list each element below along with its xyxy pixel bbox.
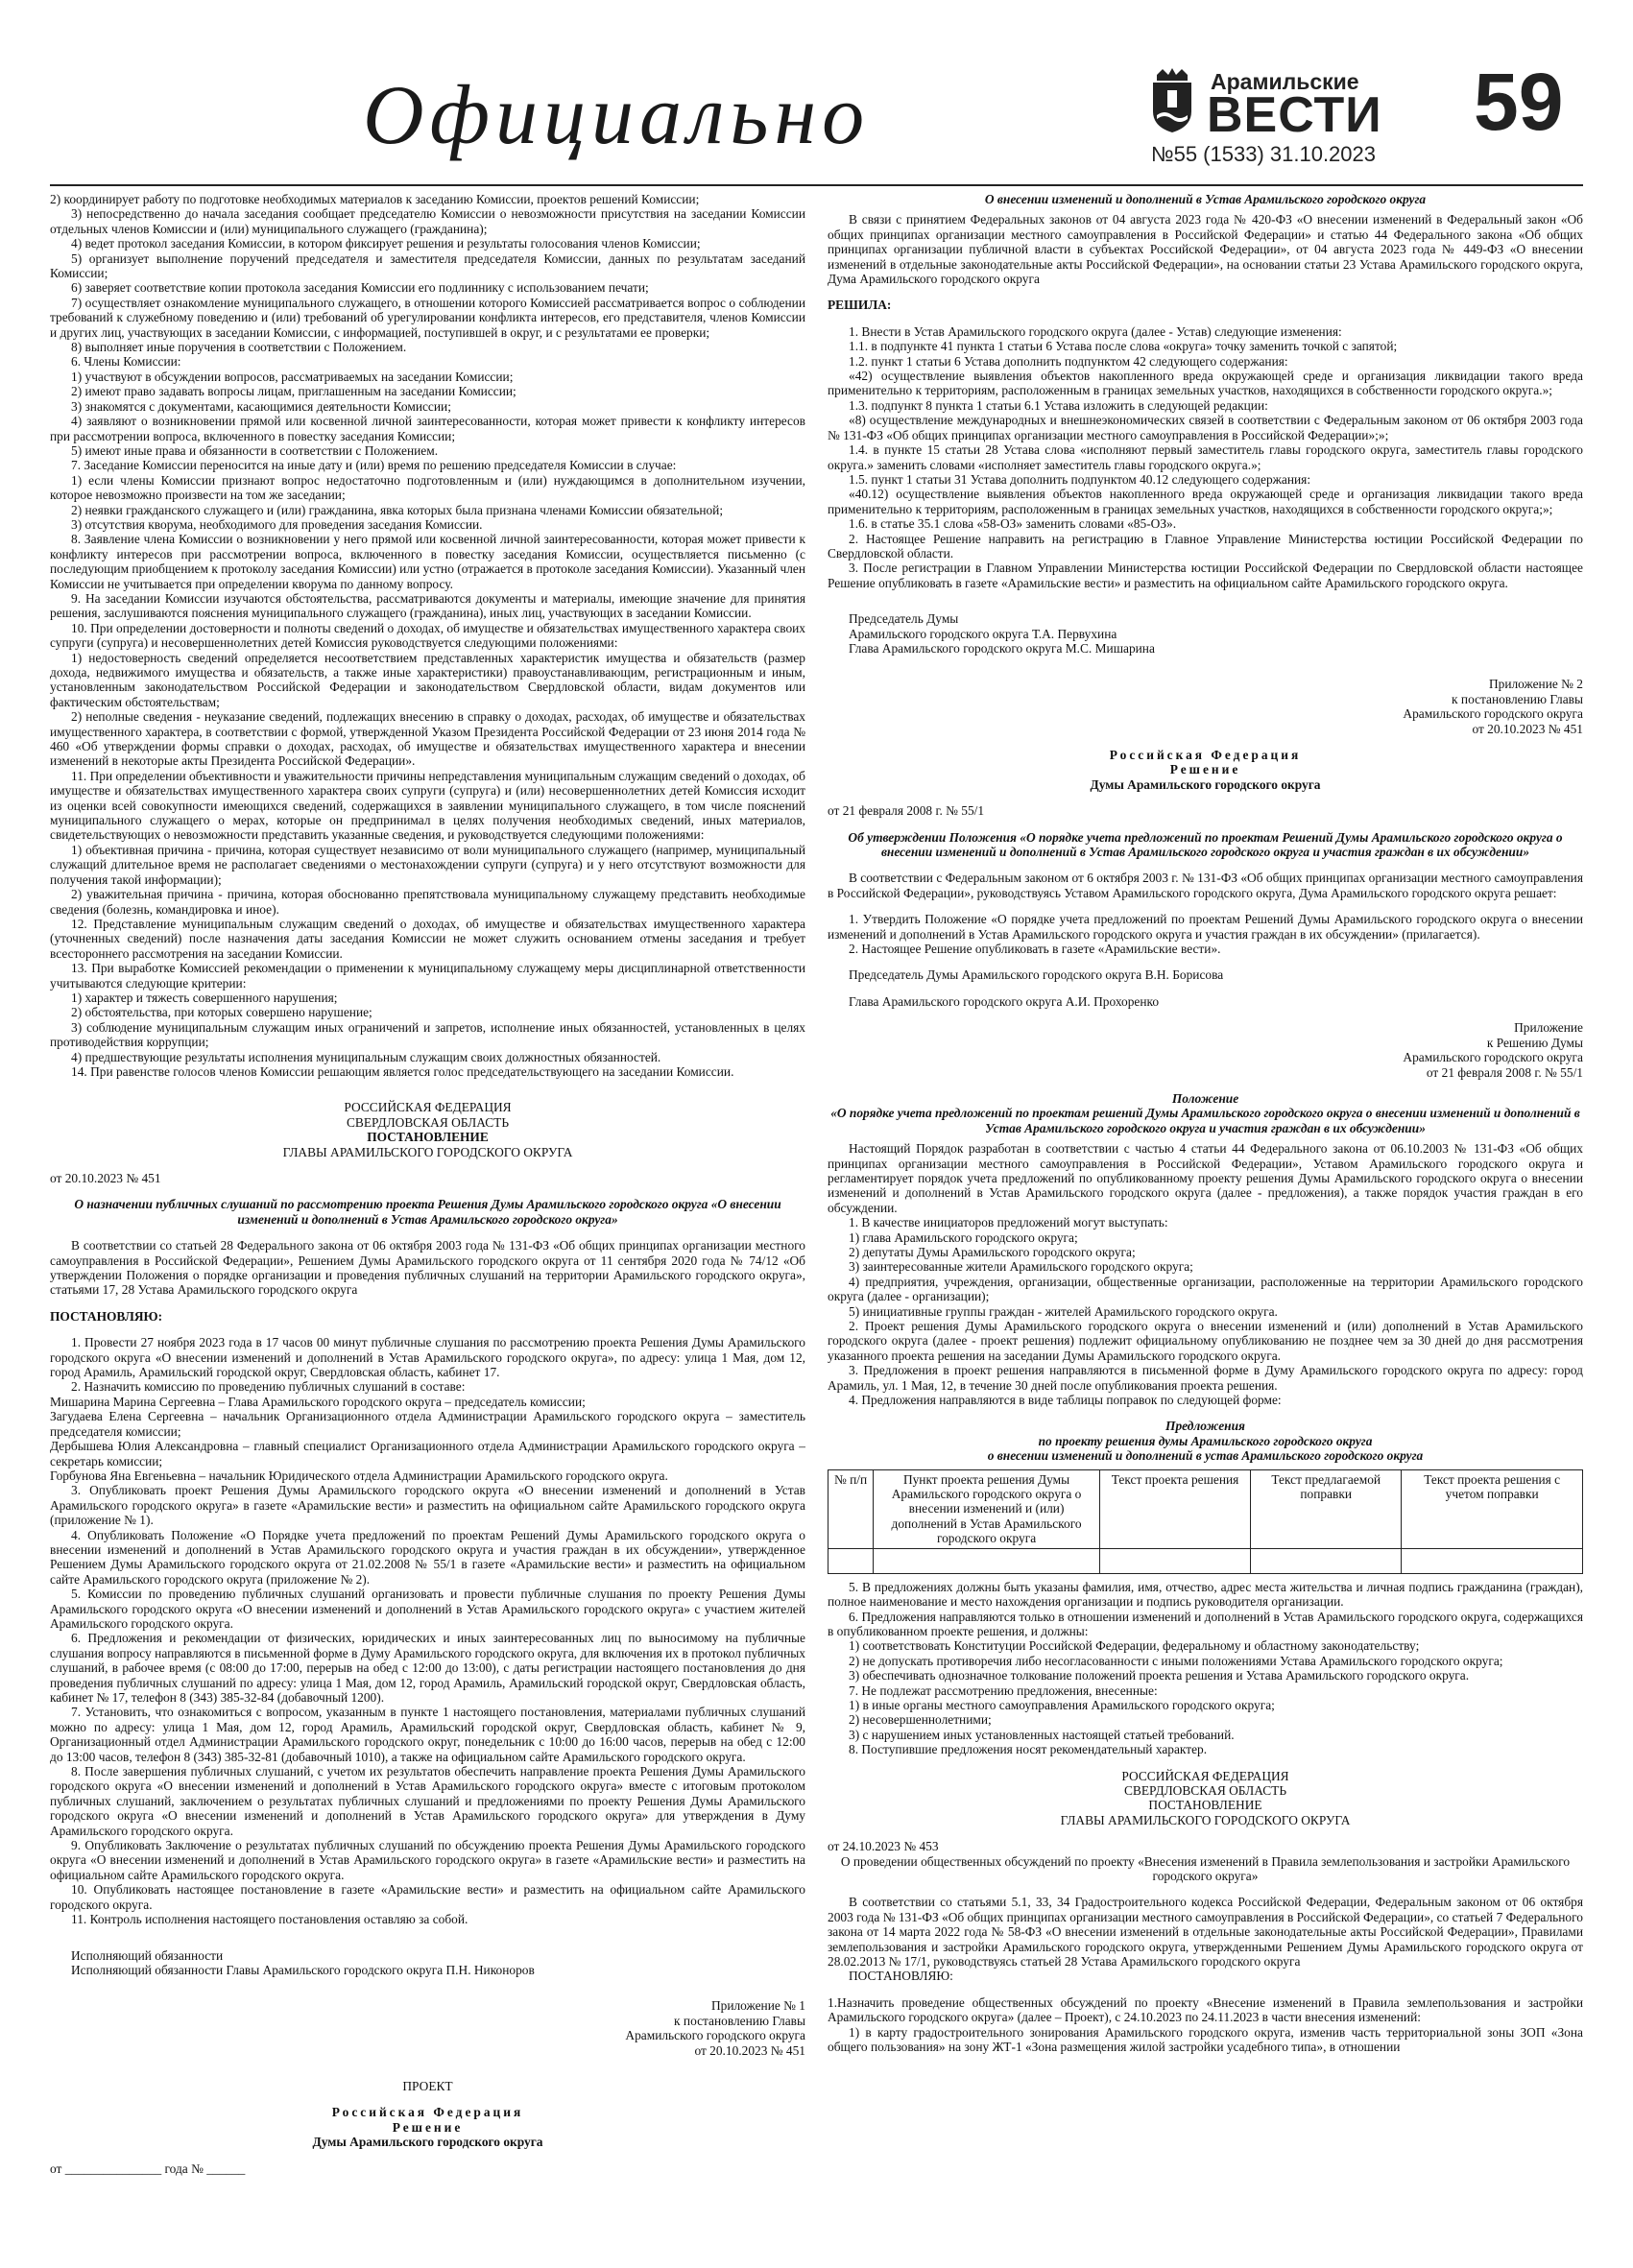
paragraph: 5) организует выполнение поручений председателя и заместителя председателя Комиссии, данных по результатам заседаний Комиссии; <box>50 251 805 281</box>
table-header: Пункт проекта решения Думы Арамильского городского округа о внесении изменений и (или) дополнений в Устав Арамильского городского округа <box>874 1469 1100 1548</box>
newspaper-logo <box>1151 67 1381 142</box>
table-header: Текст проекта решения с учетом поправки <box>1402 1469 1583 1548</box>
appendix-label: от 21 февраля 2008 г. № 55/1 <box>1426 1064 1583 1080</box>
left-column <box>50 192 805 2246</box>
paragraph: 1. Внести в Устав Арамильского городского округа (далее - Устав) следующие изменения: <box>849 323 1342 339</box>
paragraph: Загудаева Елена Сергеевна – начальник Организационного отдела Администрации Арамильского городского округа – заместитель председателя комиссии; <box>50 1409 805 1439</box>
paragraph: 2) имеют право задавать вопросы лицам, приглашенным на заседании Комиссии; <box>71 384 516 399</box>
paragraph: 13. При выработке Комиссией рекомендации о применении к муниципальному служащему меры дисциплинарной ответственности учитываются следующие критерии: <box>50 961 805 991</box>
paragraph: 8. Заявление члена Комиссии о возникновении у него прямой или косвенной личной заинтересованности, которая может привести к конфликту интересов при рассмотрении вопроса, включенного в повестку заседания Комиссии, осуществляется письменно (с последующим приобщением к протоколу заседания Комиссии) или устно (отражается в протоколе заседания Комиссии). Указанный член Комиссии не учитывается при определении кворума по данному вопросу. <box>50 532 805 591</box>
paragraph: 1. В качестве инициаторов предложений могут выступать: <box>849 1215 1168 1230</box>
paragraph: 1.4. в пункте 15 статьи 28 Устава слова «исполняют первый заместитель главы городского округа, заместитель главы городского округа.» заменить словами «исполняет заместитель главы городского округа.»; <box>828 442 1583 472</box>
paragraph: 6. Члены Комиссии: <box>71 354 181 370</box>
heading-doc-type: ПОСТАНОВЛЕНИЕ <box>1148 1798 1262 1813</box>
regulation-heading: Положение <box>1171 1090 1239 1106</box>
paragraph: 2) несовершеннолетними; <box>849 1712 992 1728</box>
paragraph: 3) знакомятся с документами, касающимися деятельности Комиссии; <box>71 398 451 414</box>
header-rule <box>50 184 1583 186</box>
paragraph: 2) уважительная причина - причина, которая обоснованно препятствовала муниципальному служащему представить необходимые сведения (болезнь, командировка и иное). <box>50 887 805 917</box>
masthead <box>0 0 1633 188</box>
paragraph: 7) осуществляет ознакомление муниципального служащего, в отношении которого Комиссией рассматривается вопрос о соблюдении требований к служебному поведению и (или) требований об урегулировании конфликта интересов, его представителя, членов Комиссии и других лиц, участвующих в заседании Комиссии, с информацией, поступившей в округ, и с результатами ее проверки; <box>50 295 805 340</box>
appendix-label: к Решению Думы <box>1486 1035 1583 1050</box>
paragraph: 1.2. пункт 1 статьи 6 Устава дополнить подпунктом 42 следующего содержания: <box>849 353 1288 369</box>
paragraph: 3) обеспечивать однозначное толкование положений проекта решения и Устава Арамильского городского округа. <box>849 1668 1470 1683</box>
paragraph: 1) недостоверность сведений определяется несоответствием представленных характеристик имущества и обязательств (размер дохода, недвижимого имущества и обязательств, а также иные характеристики) правоустанавливающим, регистрационным и иным, установленным законодательством Российской Федерации и законодательством Свердловской области, видам документов или фактическим обстоятельствам; <box>50 650 805 709</box>
table-cell <box>829 1548 874 1573</box>
paragraph: 1) объективная причина - причина, которая существует независимо от воли муниципального служащего (например, муниципальный служащий длительное время не располагает сведениями о местонахождении супруги (супруга) и у него отсутствуют возможности для получения такой информации); <box>50 842 805 887</box>
heading-region: СВЕРДЛОВСКАЯ ОБЛАСТЬ <box>346 1114 510 1130</box>
paragraph: 4. Предложения направляются в виде таблицы поправок по следующей форме: <box>849 1393 1282 1408</box>
paragraph: «42) осуществление выявления объектов накопленного вреда окружающей среде и организация ликвидации такого вреда применительно к территориям, расположенным в границах земельных участков, находящихся в собственности городского округа.»; <box>828 369 1583 398</box>
paragraph: 7. Установить, что ознакомиться с вопросом, указанным в пункте 1 настоящего постановления, материалами публичных слушаний можно по адресу: улица 1 Мая, дом 12, город Арамиль, Арамильский городской округ, Свердловская область, кабинет № 9, Организационный отдел Администрации Арамильского городского округ, понедельник с 10:00 до 16:00 часов, перерыв на обед с 12:00 до 13:00 часов, телефон 8 (343) 385-32-81 (добавочный 1010), а также на официальном сайте Арамильского городского округа. <box>50 1705 805 1764</box>
heading-rf: Российская Федерация <box>331 2105 524 2120</box>
table-header-row <box>829 1469 1583 1548</box>
signature: Исполняющий обязанности <box>71 1947 224 1963</box>
doc-intro: В соответствии с Федеральным законом от 6 октября 2003 г. № 131-ФЗ «Об общих принципах организации местного самоуправления в Российской Федерации», руководствуясь Уставом Арамильского городского округа, Дума Арамильского городского округа решает: <box>828 871 1583 900</box>
paragraph: 5) имеют иные права и обязанности в соответствии с Положением. <box>71 442 439 458</box>
paragraph: 4. Опубликовать Положение «О Порядке учета предложений по проектам Решений Думы Арамильского городского округа о внесении изменений и дополнений в Устав Арамильского городского округа и участия граждан в их обсуждении», утвержденное Решением Думы Арамильского городского округа от 21.02.2008 № 55/1 в газете «Арамильские вести» и разместить на официальном сайте Арамильского городского округа (приложение № 2). <box>50 1527 805 1587</box>
paragraph: 1.1. в подпункте 41 пункта 1 статьи 6 Устава после слова «округа» точку заменить точкой с запятой; <box>849 339 1398 354</box>
heading-decision: Решение <box>392 2119 464 2135</box>
table-header: Текст проекта решения <box>1099 1469 1250 1548</box>
appendix-label: к постановлению Главы <box>1452 691 1583 706</box>
paragraph: Горбунова Яна Евгеньевна – начальник Юридического отдела Администрации Арамильского городского округа. <box>50 1468 668 1483</box>
paragraph: 2) депутаты Думы Арамильского городского округа; <box>849 1244 1136 1259</box>
paragraph: 3) с нарушением иных установленных настоящей статьей требований. <box>849 1727 1235 1742</box>
resolve-label: ПОСТАНОВЛЯЮ: <box>849 1969 953 1984</box>
doc-title: О внесении изменений и дополнений в Устав Арамильского городского округа <box>984 192 1427 206</box>
paragraph: 7. Не подлежат рассмотрению предложения, внесенные: <box>849 1683 1158 1698</box>
paragraph: 9. Опубликовать Заключение о результатах публичных слушаний по обсуждению проекта Решения Думы Арамильского городского округа «О внесении изменений и дополнений в Устав Арамильского городского округа» в газете «Арамильские вести» и разместить на официальном сайте Арамильского городского округа. <box>50 1838 805 1882</box>
table-cell <box>874 1548 1100 1573</box>
resolve-label: ПОСТАНОВЛЯЮ: <box>50 1308 163 1324</box>
paragraph: 1.6. в статье 35.1 слова «58-ОЗ» заменить словами «85-ОЗ». <box>849 516 1177 532</box>
table-title: по проекту решения думы Арамильского городского округа <box>1038 1433 1373 1448</box>
paragraph: 14. При равенстве голосов членов Комиссии решающим является голос председательствующего на заседании Комиссии. <box>71 1063 734 1079</box>
table-title: о внесении изменений и дополнений в устав Арамильского городского округа <box>987 1448 1424 1464</box>
signature: Глава Арамильского городского округа А.И. Прохоренко <box>849 993 1160 1009</box>
paragraph: 3. Предложения в проект решения направляются в письменной форме в Думу Арамильского городского округа по адресу: город Арамиль, ул. 1 Мая, 12, в течение 30 дней после опубликования проекта решения. <box>828 1363 1583 1393</box>
table-header: № п/п <box>829 1469 874 1548</box>
paragraph: 3. После регистрации в Главном Управлении Министерства юстиции Российской Федерации по Свердловской области настоящее Решение опубликовать в газете «Арамильские вести» и разместить на официальном сайте Арамильского городского округа. <box>828 561 1583 590</box>
paragraph: 2) неявки гражданского служащего и (или) гражданина, явка которых была признана членами Комиссии обязательной; <box>71 502 724 517</box>
doc-date: от 20.10.2023 № 451 <box>50 1171 161 1185</box>
paragraph: 1) если члены Комиссии признают вопрос недостаточно подготовленным и (или) нуждающимся в дополнительном изучении, которое невозможно произвести на том же заседании; <box>50 472 805 503</box>
paragraph: 2. Настоящее Решение направить на регистрацию в Главное Управление Министерства юстиции Российской Федерации по Свердловской области. <box>828 531 1583 561</box>
paragraph: 4) предшествующие результаты исполнения муниципальным служащим своих должностных обязанностей. <box>71 1049 661 1064</box>
table-cell <box>1402 1548 1583 1573</box>
appendix-label: Приложение № 2 <box>1488 677 1583 692</box>
paragraph: 7. Заседание Комиссии переносится на иные дату и (или) время по решению председателя Комиссии в случае: <box>71 458 677 473</box>
paragraph: 2) обстоятельства, при которых совершено нарушение; <box>71 1005 372 1020</box>
heading-doc-type: ПОСТАНОВЛЕНИЕ <box>367 1130 489 1145</box>
doc-date: от _______________ года № ______ <box>50 2161 246 2176</box>
signature: Глава Арамильского городского округа М.С. Мишарина <box>849 640 1155 656</box>
paragraph: 8. Поступившие предложения носят рекомендательный характер. <box>849 1742 1208 1757</box>
signature: Арамильского городского округа Т.А. Первухина <box>849 626 1117 641</box>
appendix-label: от 20.10.2023 № 451 <box>694 2042 805 2058</box>
resolve-label: РЕШИЛА: <box>828 298 892 313</box>
heading-duma: Думы Арамильского городского округа <box>1090 776 1321 792</box>
table-row <box>829 1548 1583 1573</box>
heading-rf: Российская Федерация <box>1109 748 1302 762</box>
heading-rf: РОССИЙСКАЯ ФЕДЕРАЦИЯ <box>344 1100 512 1115</box>
paragraph: 8) выполняет иные поручения в соответствии с Положением. <box>71 340 407 355</box>
paragraph: Настоящий Порядок разработан в соответствии с частью 4 статьи 44 Федерального закона от 06.10.2003 № 131-ФЗ «Об общих принципах организации местного самоуправления в Российской Федерации», Уставом Арамильского городского округа и регламентирует порядок учета предложений по опубликованному проекту решения Думы Арамильского городского округа о внесении изменений и дополнений в Устав Арамильского городского округа (далее - предложения), а также порядок участия граждан в его обсуждении. <box>828 1141 1583 1215</box>
paragraph: «8) осуществление международных и внешнеэкономических связей в соответствии с Федеральным законом от 06 октября 2003 года № 131-ФЗ «Об общих принципах организации местного самоуправления в Российской Федерации»;»; <box>828 413 1583 442</box>
doc-intro: В связи с принятием Федеральных законов от 04 августа 2023 года № 420-ФЗ «О внесении изменений в Федеральный закон «Об общих принципах организации местного самоуправления в Российской Федерации» и статью 44 Федерального закона «Об общих принципах организации публичной власти в субъектах Российской Федерации», от 04 августа 2023 года № 449-ФЗ «О внесении изменений в отдельные законодательные акты Российской Федерации», на основании статьи 23 Устава Арамильского городского округа, Дума Арамильского городского округа <box>828 212 1583 287</box>
heading-region: СВЕРДЛОВСКАЯ ОБЛАСТЬ <box>1123 1782 1287 1798</box>
paragraph: 3) соблюдение муниципальным служащим иных ограничений и запретов, исполнение иных обязанностей, установленных в целях противодействия коррупции; <box>50 1019 805 1050</box>
signature: Председатель Думы <box>849 611 959 627</box>
doc-intro: В соответствии со статьей 28 Федерального закона от 06 октября 2003 года № 131-ФЗ «Об общих принципах организации местного самоуправления в Российской Федерации», Решением Думы Арамильского городского округа от 11 сентября 2020 года № 74/12 «Об утверждении Положения о порядке организации и проведения публичных слушаний на территории Арамильского городского округа», статьями 17, 28 Устава Арамильского городского округа <box>50 1238 805 1298</box>
appendix-label: Арамильского городского округа <box>625 2028 805 2043</box>
paragraph: 1.Назначить проведение общественных обсуждений по проекту «Внесение изменений в Правила землепользования и застройки Арамильского городского округа» (далее – Проект), с 24.10.2023 по 24.11.2023 в части внесения изменений: <box>828 1994 1583 2025</box>
regulation-title: «О порядке учета предложений по проектам решений Думы Арамильского городского округа о внесении изменений и дополнений в Устав Арамильского городского округа и участия граждан в их обсуждении» <box>830 1106 1580 1135</box>
section-title: Официально <box>363 69 871 162</box>
appendix-label: Приложение № 1 <box>710 1998 805 2014</box>
heading-duma: Думы Арамильского городского округа <box>312 2135 543 2150</box>
paragraph: 10. При определении достоверности и полноты сведений о доходах, об имуществе и обязательствах имущественного характера своих супруги (супруга) и несовершеннолетних детей Комиссия руководствуется следующими положениями: <box>50 620 805 651</box>
paragraph: «40.12) осуществление выявления объектов накопленного вреда окружающей среде и организация ликвидации такого вреда применительно к территориям, расположенным в границах земельных участков, находящихся в собственности городского округа;»; <box>828 487 1583 516</box>
doc-intro: В соответствии со статьями 5.1, 33, 34 Градостроительного кодекса Российской Федерации, Федеральным законом от 06 октября 2003 года № 131-ФЗ «Об общих принципах организации местного самоуправления в Российской Федерации», со статьей 7 Федерального закона от 14 марта 2022 года № 58-ФЗ «О внесении изменений в отдельные законодательные акты Российской Федерации», Правилами землепользования и застройки Арамильского городского округа, утвержденными Решением Думы Арамильского городского округа от 28.02.2013 № 17/1, руководствуясь статьей 28 Устава Арамильского городского округа <box>828 1895 1583 1970</box>
paragraph: 4) заявляют о возникновении прямой или косвенной личной заинтересованности, которая может привести к конфликту интересов при рассмотрении вопроса, включенного в повестку заседания Комиссии; <box>50 414 805 443</box>
right-column <box>828 192 1583 2246</box>
signature: Исполняющий обязанности Главы Арамильского городского округа П.Н. Никоноров <box>71 1962 535 1977</box>
paragraph: 3) заинтересованные жители Арамильского городского округа; <box>849 1259 1193 1275</box>
paragraph: 6. Предложения направляются только в отношении изменений и дополнений в Устав Арамильского городского округа, содержащихся в опубликованном проекте решения, и должны: <box>828 1609 1583 1638</box>
table-header: Текст предлагаемой поправки <box>1251 1469 1402 1548</box>
signature: Председатель Думы Арамильского городского округа В.Н. Борисова <box>849 967 1224 983</box>
coat-of-arms-icon <box>1151 67 1193 134</box>
paragraph: 1. Провести 27 ноября 2023 года в 17 часов 00 минут публичные слушания по рассмотрению проекта Решения Думы Арамильского городского округа «О внесении изменений и дополнений в Устав Арамильского городского округа», по адресу: улица 1 Мая, дом 12, город Арамиль, Арамильский городской округ, Свердловская область, кабинет 17. <box>50 1335 805 1380</box>
paragraph: 10. Опубликовать настоящее постановление в газете «Арамильские вести» и разместить на официальном сайте Арамильского городского округа. <box>50 1882 805 1912</box>
paragraph: 12. Представление муниципальным служащим сведений о доходах, об имуществе и обязательствах имущественного характера (уточненных сведений) после назначения даты заседания Комиссии не может служить основанием отмены заседания и требует всестороннего рассмотрения на заседании Комиссии. <box>50 916 805 961</box>
paragraph: 1.3. подпункт 8 пункта 1 статьи 6.1 Устава изложить в следующей редакции: <box>849 397 1268 413</box>
paragraph: 11. При определении объективности и уважительности причины непредставления муниципальным служащим сведений о доходах, об имуществе и обязательствах имущественного характера своих супруги (супруга) и (или) несовершеннолетних детей Комиссия исходит из оценки всей совокупности имеющихся сведений, содержащихся в заявлении муниципального служащего, в том числе пояснений муниципального служащего о мерах, которые он предпринимал в целях получения необходимых сведений, иных материалов, свидетельствующих о невозможности представить указанные сведения, и руководствуется следующими положениями: <box>50 768 805 843</box>
doc-date: от 21 февраля 2008 г. № 55/1 <box>828 803 985 819</box>
table-cell <box>1099 1548 1250 1573</box>
paragraph: 8. После завершения публичных слушаний, с учетом их результатов обеспечить направление проекта Решения Думы Арамильского городского округа «О внесении изменений и дополнений в Устав Арамильского городского округа» вместе с итоговым протоколом публичных слушаний, заключением о результатах публичных слушаний и предложениями по проекту Решения Думы Арамильского городского округа «О внесении изменений и дополнений в Устав Арамильского городского округа» для утверждения в Думу Арамильского городского округа. <box>50 1764 805 1838</box>
heading-decision: Решение <box>1169 762 1241 777</box>
paragraph: 3) непосредственно до начала заседания сообщает председателю Комиссии о невозможности присутствия на заседании Комиссии отдельных членов Комиссии и (или) муниципального служащего (гражданина); <box>50 206 805 236</box>
paragraph: 6) заверяет соответствие копии протокола заседания Комиссии его подлиннику с использованием печати; <box>71 280 649 296</box>
paragraph: 4) предприятия, учреждения, организации, общественные организации, расположенные на территории Арамильского городского округа (далее - организации); <box>828 1274 1583 1304</box>
paragraph: Дербышева Юлия Александровна – главный специалист Организационного отдела Администрации Арамильского городского округа – секретарь комиссии; <box>50 1439 805 1468</box>
issue-number: №55 (1533) 31.10.2023 <box>1151 142 1376 166</box>
paragraph: 11. Контроль исполнения настоящего постановления оставляю за собой. <box>71 1912 468 1927</box>
paragraph: 2) координирует работу по подготовке необходимых материалов к заседанию Комиссии, проектов решений Комиссии; <box>50 192 700 206</box>
paragraph: 1) в иные органы местного самоуправления Арамильского городского округа; <box>849 1697 1275 1712</box>
paragraph: 1) глава Арамильского городского округа; <box>849 1229 1078 1245</box>
doc-title: Об утверждении Положения «О порядке учета предложений по проектам Решений Думы Арамильского городского округа о внесении изменений и дополнений в Устав Арамильского городского округа и участия граждан в их обсуждении» <box>848 829 1563 860</box>
appendix-label: от 20.10.2023 № 451 <box>1472 721 1583 736</box>
paragraph: 2) не допускать противоречия либо несогласованности с иными положениями Устава Арамильского городского округа; <box>849 1653 1503 1668</box>
table-title: Предложения <box>1165 1419 1245 1434</box>
page-number: 59 <box>1474 57 1564 147</box>
amendments-table <box>828 1469 1583 1574</box>
paragraph: 5. В предложениях должны быть указаны фамилия, имя, отчество, адрес места жительства и личная подпись гражданина (граждан), полное наименование и место нахождения организации и подпись руководителя организации. <box>828 1579 1583 1610</box>
paragraph: 1) в карту градостроительного зонирования Арамильского городского округа, изменив часть территориальной зоны ЗОП «Зона общего пользования» на зону ЖТ-1 «Зона размещения жилой застройки усадебного типа», в отношении <box>828 2024 1583 2055</box>
paragraph: 9. На заседании Комиссии изучаются обстоятельства, рассматриваются документы и материалы, имеющие значение для принятия решения, заслушиваются пояснения муниципального служащего (гражданина), иных лиц, участвующих в заседании Комиссии. <box>50 590 805 621</box>
paragraph: 1. Утвердить Положение «О порядке учета предложений по проектам Решений Думы Арамильского городского округа о внесении изменений и дополнений в Устав Арамильского городского округа и участия граждан в их обсуждении» (прилагается). <box>828 912 1583 942</box>
project-label: ПРОЕКТ <box>402 2078 453 2093</box>
appendix-label: Приложение <box>1514 1020 1583 1036</box>
paragraph: 1.5. пункт 1 статьи 31 Устава дополнить подпунктом 40.12 следующего содержания: <box>849 471 1311 487</box>
paragraph: 3. Опубликовать проект Решения Думы Арамильского городского округа «О внесении изменений и дополнений в Устав Арамильского городского округа» в газете «Арамильские вести» и разместить на официальном сайте Арамильского городского округа (приложение № 1). <box>50 1483 805 1528</box>
paragraph: 4) ведет протокол заседания Комиссии, в котором фиксирует решения и результаты голосования членов Комиссии; <box>71 236 701 251</box>
paragraph: 2) неполные сведения - неуказание сведений, подлежащих внесению в справку о доходах, расходах, об имуществе и обязательствах имущественного характера, в соответствии с формой, утвержденной Указом Президента Российской Федерации от 23 июня 2014 года № 460 «Об утверждении формы справки о доходах, расходах, об имуществе и обязательствах имущественного характера и внесении изменений в некоторые акты Президента Российской Федерации». <box>50 709 805 769</box>
heading-rf: РОССИЙСКАЯ ФЕДЕРАЦИЯ <box>1121 1768 1289 1783</box>
paragraph: Мишарина Марина Сергеевна – Глава Арамильского городского округа – председатель комиссии; <box>50 1394 586 1409</box>
logo-paper: ВЕСТИ <box>1207 87 1382 143</box>
paragraph: 6. Предложения и рекомендации от физических, юридических и иных заинтересованных лиц по выносимому на публичные слушания вопросу направляются в письменной форме в Думу Арамильского городского округа, для включения их в протокол публичных слушаний, в рабочее время (с 08:00 до 17:00, перерыв на обед с 12:00 до 13:00), с даты регистрации настоящего постановления до дня проведения публичных слушаний по адресу: улица 1 Мая, дом 12, город Арамиль, Арамильский городской округ, Свердловская область, кабинет № 17, телефон 8 (343) 385-32-84 (добавочный 1200). <box>50 1631 805 1705</box>
table-cell <box>1251 1548 1402 1573</box>
logo-town: Арамильские <box>1211 69 1359 94</box>
paragraph: 5. Комиссии по проведению публичных слушаний организовать и провести публичные слушания по проекту Решения Думы Арамильского городского округа «О внесении изменений и дополнений в Устав Арамильского городского округа» с участием жителей Арамильского городского округа. <box>50 1587 805 1631</box>
doc-date: от 24.10.2023 № 453 <box>828 1839 939 1854</box>
appendix-label: Арамильского городского округа <box>1403 706 1583 722</box>
paragraph: 2. Назначить комиссию по проведению публичных слушаний в составе: <box>71 1379 466 1395</box>
paragraph: 5) инициативные группы граждан - жителей Арамильского городского округа. <box>849 1303 1278 1319</box>
doc-title: О проведении общественных обсуждений по проекту «Внесения изменений в Правила землепользования и застройки Арамильского городского округа» <box>840 1853 1571 1883</box>
paragraph: 1) характер и тяжесть совершенного нарушения; <box>71 990 338 1005</box>
heading-authority: ГЛАВЫ АРАМИЛЬСКОГО ГОРОДСКОГО ОКРУГА <box>282 1144 573 1159</box>
heading-authority: ГЛАВЫ АРАМИЛЬСКОГО ГОРОДСКОГО ОКРУГА <box>1060 1812 1351 1827</box>
paragraph: 2. Проект решения Думы Арамильского городского округа о внесении изменений и (или) дополнений в Устав Арамильского городского округа (далее - проект решения) подлежит официальному опубликованию не позднее чем за 30 дней до дня рассмотрения указанного проекта решения на заседании Думы Арамильского городского округа. <box>828 1319 1583 1363</box>
appendix-label: к постановлению Главы <box>674 2013 805 2028</box>
paragraph: 2. Настоящее Решение опубликовать в газете «Арамильские вести». <box>849 942 1221 957</box>
appendix-label: Арамильского городского округа <box>1403 1050 1583 1065</box>
paragraph: 1) участвуют в обсуждении вопросов, рассматриваемых на заседании Комиссии; <box>71 369 514 384</box>
doc-title: О назначении публичных слушаний по рассмотрению проекта Решения Думы Арамильского городского округа «О внесении изменений и дополнений в Устав Арамильского городского округа» <box>74 1197 781 1227</box>
paragraph: 3) отсутствия кворума, необходимого для проведения заседания Комиссии. <box>71 516 483 532</box>
paragraph: 1) соответствовать Конституции Российской Федерации, федеральному и областному законодательству; <box>849 1638 1420 1654</box>
